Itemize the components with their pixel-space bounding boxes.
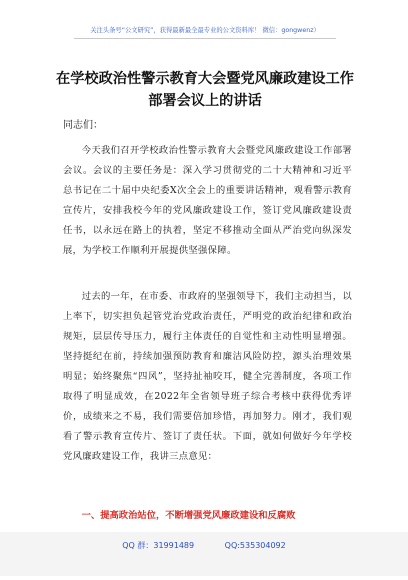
top-banner: 关注头条号“公文研究”，获得最新最全最专业的公文资料库！ 微信：gongwenz）	[74, 24, 336, 39]
salutation: 同志们：	[63, 120, 103, 131]
section-heading: 一、提高政治站位，不断增强党风廉政建设和反腐败	[81, 510, 296, 521]
document-title: 在学校政治性警示教育大会暨党风廉政建设工作部署会议上的讲话	[56, 71, 354, 109]
footer-contact	[0, 540, 408, 552]
footer-bar	[0, 532, 408, 576]
body-paragraph: 今天我们召开学校政治性警示教育大会暨党风廉政建设工作部署会议。会议的主要任务是：深入学习贯彻党的二十大精神和习近平总书记在二十届中央纪委X次全会上的重要讲话精神，观看警示教育宣传片，安排我校今年的党风廉政建设工作，签订党风廉政建设责任书，以永远在路上的执着，坚定不移推动全面从严治党向纵深发展，为学校工作顺利开展提供坚强保障。	[63, 145, 352, 256]
body-paragraph: 过去的一年，在市委、市政府的坚强领导下，我们主动担当，以上率下，切实担负起管党治党政治责任，严明党的政治纪律和政治规矩，层层传导压力，履行主体责任的自觉性和主动性明显增强。坚持挺纪在前，持续加强预防教育和廉洁风险防控，源头治理效果明显；始终聚焦“四风”，坚持扯袖咬耳，健全完善制度，各项工作取得了明显成效，在2022年全省领导班子综合考核中获得优秀评价，成绩来之不易，我们需要倍加珍惜，再加努力。刚才，我们观看了警示教育宣传片、签订了责任状。下面，就如何做好今年学校党风廉政建设工作，我讲三点意见：	[63, 291, 352, 462]
footer-qq-number: QQ:535304092	[224, 541, 286, 550]
footer-qq-group: QQ 群：31991489	[122, 541, 195, 550]
